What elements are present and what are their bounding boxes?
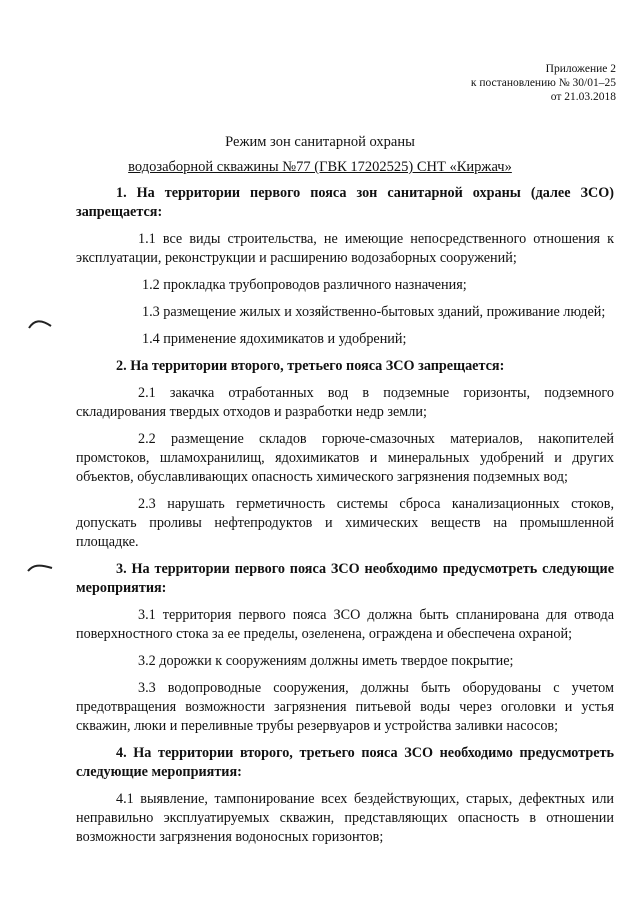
section-2-item-1: 2.1 закачка отработанных вод в подземные горизонты, подземного складирования твердых отходов и разработки недр земли; [76, 385, 614, 420]
subtitle-text: водозаборной скважины №77 (ГВК 17202525) СНТ «Киржач» [128, 159, 512, 175]
section-3-item-1: 3.1 территория первого пояса ЗСО должна быть спланирована для отвода поверхностного стока за ее пределы, озеленена, ограждена и обеспечена охраной; [76, 607, 614, 642]
margin-mark-2 [27, 562, 53, 574]
document-title: Режим зон санитарной охраны [225, 134, 415, 150]
section-4-heading: 4. На территории второго, третьего пояса ЗСО необходимо предусмотреть следующие мероприятия: [76, 745, 614, 780]
section-1-item-2: 1.2 прокладка трубопроводов различного назначения; [142, 277, 467, 293]
section-3-heading: 3. На территории первого пояса ЗСО необходимо предусмотреть следующие мероприятия: [76, 561, 614, 596]
appendix-block [471, 62, 616, 104]
section-1-item-3: 1.3 размещение жилых и хозяйственно-бытовых зданий, проживание людей; [142, 304, 606, 320]
section-1-item-4: 1.4 применение ядохимикатов и удобрений; [142, 331, 407, 347]
section-4-item-1: 4.1 выявление, тампонирование всех бездействующих, старых, дефектных или неправильно эксплуатируемых скважин, представляющих опасность в отношении возможности загрязнения водоносных горизонтов; [76, 791, 614, 845]
document-subtitle [0, 157, 640, 177]
appendix-line-1: Приложение 2 [545, 63, 616, 75]
margin-mark-1 [27, 318, 53, 330]
appendix-line-3: от 21.03.2018 [550, 91, 616, 103]
section-2-item-3: 2.3 нарушать герметичность системы сброса канализационных стоков, допускать проливы нефтепродуктов и химических веществ на промышленной площадке. [76, 496, 614, 550]
section-3-item-3: 3.3 водопроводные сооружения, должны быть оборудованы с учетом предотвращения возможности загрязнения питьевой воды через оголовки и устья скважин, люки и переливные трубы резервуаров и устройства заливки насосов; [76, 680, 614, 734]
document-body [76, 178, 614, 847]
section-1-heading: 1. На территории первого пояса зон санитарной охраны (далее ЗСО) запрещается: [76, 185, 614, 220]
appendix-line-2: к постановлению № 30/01–25 [470, 77, 616, 89]
section-3-item-2: 3.2 дорожки к сооружениям должны иметь твердое покрытие; [138, 653, 514, 669]
section-2-item-2: 2.2 размещение складов горюче-смазочных материалов, накопителей промстоков, шламохранилищ, ядохимикатов и минеральных удобрений и других объектов, обуславливающих опасность химического загрязнения подземных вод; [76, 431, 614, 485]
section-2-heading: 2. На территории второго, третьего пояса ЗСО запрещается: [116, 358, 505, 374]
section-1-item-1: 1.1 все виды строительства, не имеющие непосредственного отношения к эксплуатации, реконструкции и расширению водозаборных сооружений; [76, 231, 614, 266]
